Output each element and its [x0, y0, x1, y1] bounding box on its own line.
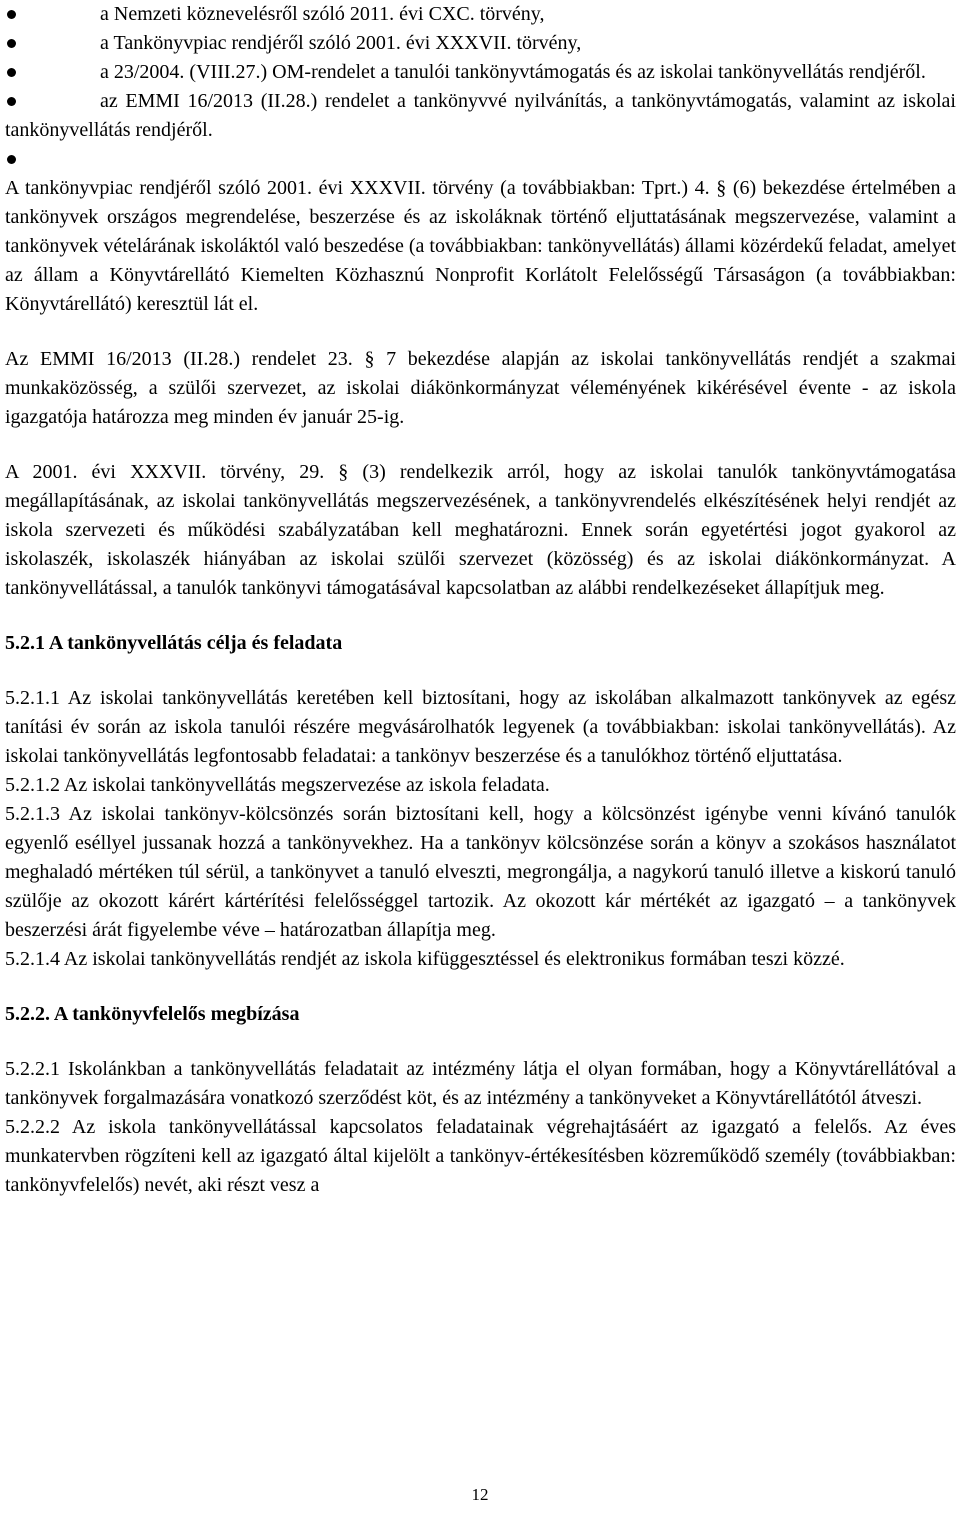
legal-references-list [5, 0, 956, 174]
paragraph-law-29: A 2001. évi XXXVII. törvény, 29. § (3) rendelkezik arról, hogy az iskolai tanulók tankönyvtámogatása megállapításának, az iskolai tankönyvellátás megszervezésének, a tankönyvrendelés elkészítésének helyi rendjét az iskola szervezeti és működési szabályzatában kell meghatározni. Ennek során egyetértési jogot gyakorol az iskolaszék, iskolaszék hiányában az iskolai szülői szervezet (közösség) és az iskolai diákönkormányzat. A tankönyvellátással, a tanulók tankönyvi támogatásával kapcsolatban az alábbi rendelkezéseket állapítjuk meg. [5, 461, 956, 599]
paragraph-tprt: A tankönyvpiac rendjéről szóló 2001. évi XXXVII. törvény (a továbbiakban: Tprt.) 4. § (6) bekezdése értelmében a tankönyvek országos megrendelése, beszerzése és az iskoláknak történő eljuttatásának megszervezése, valamint a tankönyvek vételárának iskoláktól való beszedése (a továbbiakban: tankönyvellátás) állami közérdekű feladat, amelyet az állam a Könyvtárellátó Kiemelten Közhasznú Nonprofit Korlátolt Felelősségű Társaságon (a továbbiakban: Könyvtárellátó) keresztül lát el. [5, 177, 956, 315]
section-heading-5-2-1: 5.2.1 A tankönyvellátás célja és feladata [5, 632, 343, 654]
empty-list-item [5, 145, 956, 174]
clause-5-2-1-2: 5.2.1.2 Az iskolai tankönyvellátás megszervezése az iskola feladata. [5, 774, 550, 796]
list-item: a Tankönyvpiac rendjéről szóló 2001. évi XXXVII. törvény, [100, 32, 582, 54]
clause-5-2-1-1: 5.2.1.1 Az iskolai tankönyvellátás keretében kell biztosítani, hogy az iskolában alkalmazott tankönyvek az egész tanítási év során az iskola tanulói részére megvásárolhatók legyenek (a továbbiakban: iskolai tankönyvellátás). Az iskolai tankönyvellátás legfontosabb feladatai: a tankönyv beszerzése és a tanulókhoz történő eljuttatása. [5, 687, 956, 767]
paragraph-emmi: Az EMMI 16/2013 (II.28.) rendelet 23. § 7 bekezdése alapján az iskolai tankönyvellátás rendjét a szakmai munkaközösség, a szülői szervezet, az iskolai diákönkormányzat véleményének kikérésével évente - az iskola igazgatója határozza meg minden év január 25-ig. [5, 348, 956, 428]
clause-5-2-1-4: 5.2.1.4 Az iskolai tankönyvellátás rendjét az iskola kifüggesztéssel és elektronikus formában teszi közzé. [5, 948, 845, 970]
list-item: a Nemzeti köznevelésről szóló 2011. évi CXC. törvény, [100, 3, 545, 25]
clause-5-2-1-3: 5.2.1.3 Az iskolai tankönyv-kölcsönzés során biztosítani kell, hogy a kölcsönzést igénybe venni kívánó tanulók egyenlő eséllyel jussanak hozzá a tankönyvekhez. Ha a tankönyv kölcsönzése során a könyv a szokásos használatot meghaladó mértéken túl sérül, a tankönyvet a tanuló elveszti, megrongálja, a nagykorú tanuló illetve a kiskorú tanuló szülője az okozott kárért kártérítési felelősséggel tartozik. Az okozott kár mértékét az igazgató – a tankönyvek beszerzési árát figyelembe véve – határozatban állapítja meg. [5, 803, 956, 941]
bullet-icon [7, 155, 16, 164]
clause-5-2-2-2: 5.2.2.2 Az iskola tankönyvellátással kapcsolatos feladatainak végrehajtásáért az igazgató a felelős. Az éves munkatervben rögzíteni kell az igazgató által kijelölt a tankönyv-értékesítésben közreműködő személy (továbbiakban: tankönyvfelelős) nevét, aki részt vesz a [5, 1116, 956, 1196]
list-item: a 23/2004. (VIII.27.) OM-rendelet a tanulói tankönyvtámogatás és az iskolai tankönyvellátás rendjéről. [100, 61, 926, 83]
clause-5-2-2-1: 5.2.2.1 Iskolánkban a tankönyvellátás feladatait az intézmény látja el olyan formában, hogy a Könyvtárellátóval a tankönyvek forgalmazására vonatkozó szerződést köt, és az intézmény a tankönyveket a Könyvtárellátótól átveszi. [5, 1058, 956, 1109]
section-heading-5-2-2: 5.2.2. A tankönyvfelelős megbízása [5, 1003, 300, 1025]
list-item: az EMMI 16/2013 (II.28.) rendelet a tankönyvvé nyilvánítás, a tankönyvtámogatás, valamint az iskolai tankönyvellátás rendjéről. [5, 90, 956, 141]
page-number: 12 [471, 1485, 489, 1504]
